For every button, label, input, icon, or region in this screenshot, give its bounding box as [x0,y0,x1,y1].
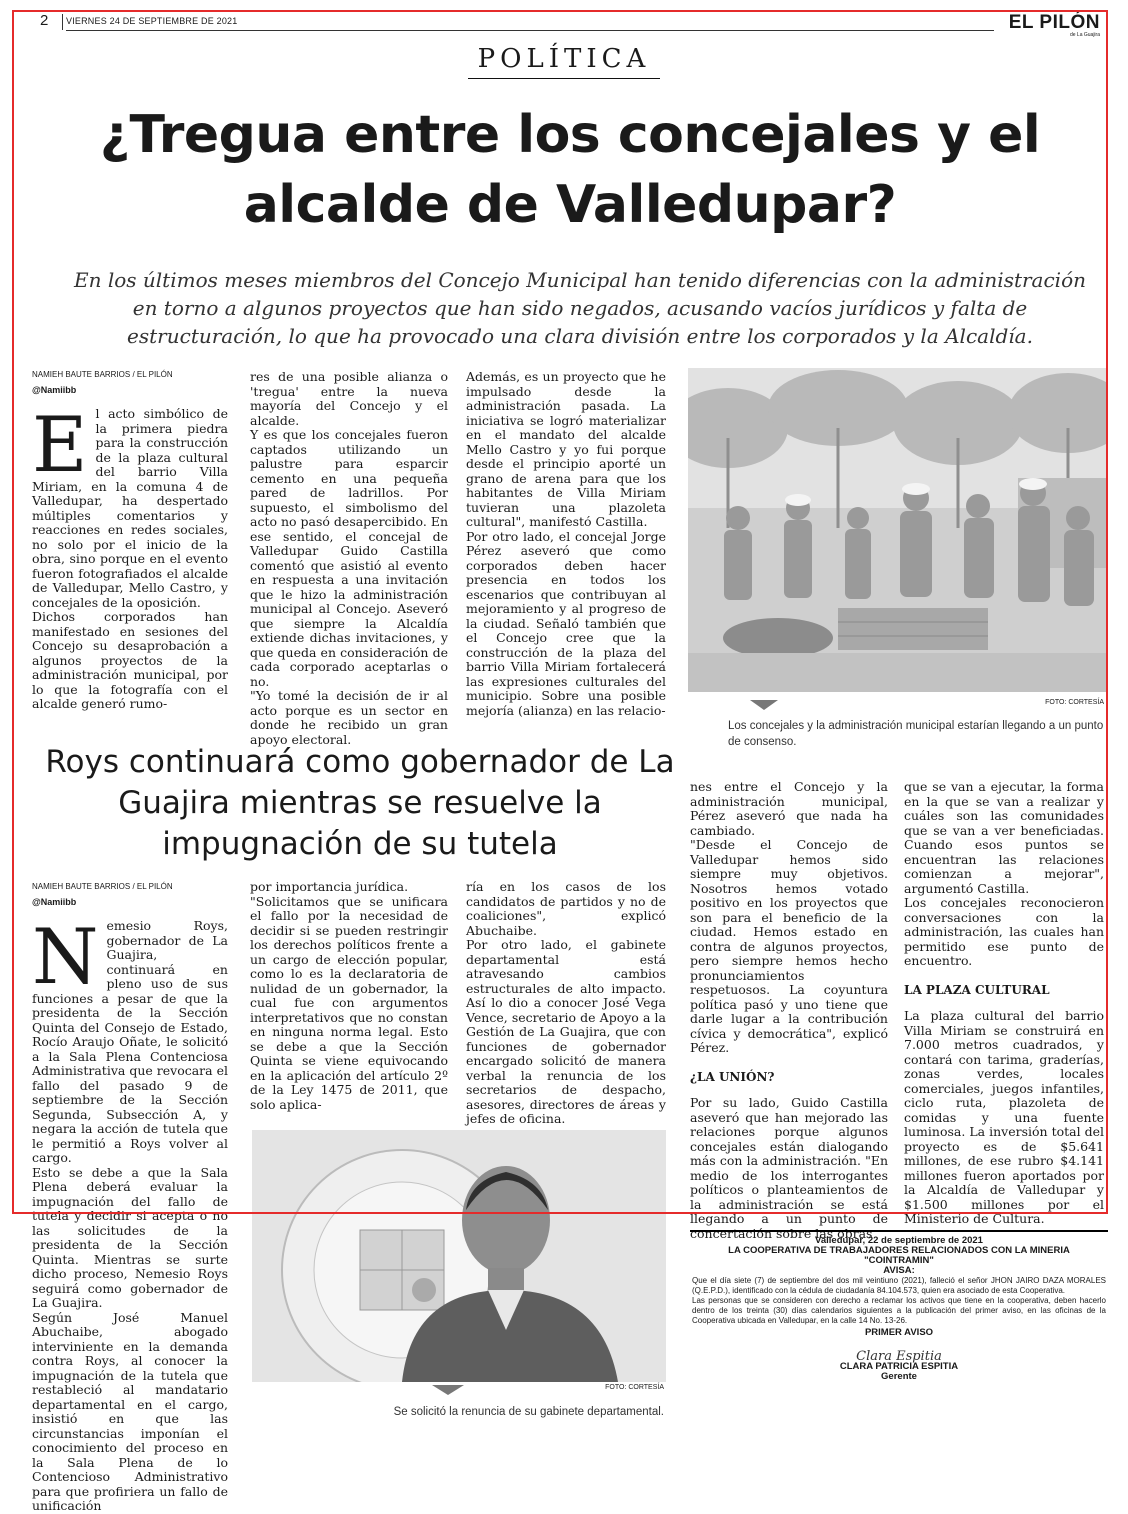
notice-date: Valledupar, 22 de septiembre de 2021 [815,1235,983,1246]
notice-title: AVISA: [883,1265,915,1276]
body-text: Por otro lado, el gabinete departamental está atravesando cambios estructurales de alto impacto. Así lo dio a conocer José Vega Vence, secretario de Apoyo a la Gestión de La Guajira, que con funciones de gobernador encargado solicitó de manera verbal la renuncia de los secretarios de despacho, asesores, directores de áreas y jefes de oficina. [466,937,666,1126]
notice-org: LA COOPERATIVA DE TRABAJADORES RELACIONADOS CON LA MINERIA [728,1245,1070,1256]
body-text: Por su lado, Guido Castilla aseveró que han mejorado las relaciones porque algunos concejales están dialogando más con la administración. "En medio de los interrogantes políticos o planteamientos de la administración se está llegando a un punto de concertación sobre las obras [690,1095,888,1241]
body-text: Y es que los concejales fueron captados utilizando un palustre para esparcir cemento en una pequeña pared de ladrillos. Por supuesto, el simbolismo del acto no pasó desapercibido. En ese sentido, el concejal de Valledupar Guido Castilla comentó que asistió al evento en respuesta a una invitación que le hizo la administración municipal al Concejo. Aseveró que siempre la Alcaldía extiende dichas invitaciones, y que queda en consideración de cada corporado aceptarlas o no. [250,427,448,689]
section-title: POLÍTICA [0,44,1128,79]
newspaper-logo: EL PILÓN [1008,12,1100,33]
subheading: LA PLAZA CULTURAL [904,982,1050,997]
photo-caption: Se solicitó la renuncia de su gabinete departamental. [393,1406,664,1418]
body-text: "Desde el Concejo de Valledupar hemos sido siempre muy objetivos. Nosotros hemos votado positivo en los proyectos que son para el beneficio de la ciudad. Hemos estado en contra de algunos proyectos, pero siempre hemos hecho pronunciamientos respetuosos. La coyuntura política pasó y uno tiene que darle lugar a la contribución cívica y democrática", explicó Pérez. [690,837,888,1055]
body-text: Por otro lado, el concejal Jorge Pérez aseveró que como corporados deben hacer presencia en todos los escenarios que contribuyan al mejoramiento y al progreso de la ciudad. Señaló también que el Concejo cree que la construcción de la plaza del barrio Villa Miriam fortalecerá las expresiones culturales del municipio. Sobre una posible mejoría (alianza) en las relacio- [466,528,666,718]
notice-body: Que el día siete (7) de septiembre del dos mil veintiuno (2021), falleció el señor JHON JAIRO DAZA MORALES (Q.E.P.D.), identificado con la cédula de ciudadanía 84.104.573, quien era asociado de esta Cooperativa. [692,1276,1106,1295]
construction-scene-image [688,368,1106,692]
main-headline: ¿Tregua entre los concejales y el alcalde de Valledupar? [99,105,1041,235]
notice-acronym: "COINTRAMIN" [864,1255,934,1266]
notice-body: Las personas que se consideren con derecho a reclamar los activos que tiene en la cooperativa, deben hacerlo dentro de los treinta (30) días calendarios siguientes a la publicación del primer aviso, en las oficinas de la Cooperativa ubicada en Valledupar, en la calle 14 No. 13-26. [692,1296,1106,1325]
body-text: res de una posible alianza o 'tregua' entre la nueva mayoría del Concejo y el alcalde. [250,369,448,428]
article1-column-3 [466,370,666,718]
body-text: La plaza cultural del barrio Villa Miriam se construirá en 7.000 metros cuadrados, y contará con tarima, graderías, zonas verdes, locales comerciales, juegos infantiles, ciclo ruta, plazoleta de comidas y una fuente luminosa. La inversión total del proyecto es de $5.641 millones, de ese rubro $4.141 millones fueron aportados por la Alcaldía de Valledupar y $1.500 millones por el Ministerio de Cultura. [904,1008,1104,1226]
byline: NAMIEH BAUTE BARRIOS / EL PILÓN [32,370,173,379]
body-text: por importancia jurídica. [250,879,409,894]
article2-column-2 [250,880,448,1112]
body-text: "Yo tomé la decisión de ir al acto porque es un sector en donde he recibido un gran apoyo electoral. [250,688,448,747]
page-header [34,12,1104,38]
header-divider [62,14,63,30]
author-handle: @Namiibb [32,384,77,395]
article1-column-5 [904,780,1104,1227]
handwritten-signature: Clara Espitia [856,1349,942,1364]
header-rule [66,30,994,31]
governor-portrait-image [252,1130,666,1382]
body-text: Según José Manuel Abuchaibe, abogado interviniente en la demanda contra Roys, al conocer la impugnación de la tutela que restableció al mandatario departamental en el cargo, insistió en que las circunstancias imponían el conocimiento del proceso en la Sala Plena de lo Contencioso Administrativo para que profiriera un fallo de unificación [32,1309,228,1513]
body-text: Dichos corporados han manifestado en sesiones del Concejo su desaprobación a algunos proyectos de la administración municipal, por lo que la fotografía con el alcalde generó rumo- [32,609,228,711]
drop-cap: E [32,400,88,489]
body-text: nes entre el Concejo y la administración municipal, Pérez aseveró que nada ha cambiado. [690,779,888,838]
article1-column-4 [690,780,888,1241]
legal-notice [690,1230,1108,1422]
notice-first: PRIMER AVISO [864,1327,934,1338]
subheading: ¿LA UNIÓN? [690,1069,775,1084]
body-text: Además, es un proyecto que he impulsado desde la administración pasada. La iniciativa se logró materializar en el mandato del alcalde Mello Castro y yo fui porque desde el principio aporté un grano de arena para que los habitantes de Villa Miriam tuvieran una plazoleta cultural", manifestó Castilla. [466,369,666,529]
body-text: ría en los casos de los candidatos de partidos y no de coaliciones", explicó Abuchaibe. [466,879,666,938]
article1-photo [688,368,1106,692]
article2-photo [252,1130,666,1382]
body-text: l acto simbólico de la primera piedra para la construcción de la plaza cultural del barrio Villa Miriam, en la comuna 4 de Valledupar, ha despertado múltiples comentarios y reacciones en redes sociales, no solo por el inicio de la obra, sino porque en el evento fueron fotografiados el alcalde de Valledupar, Mello Castro, y concejales de la oposición. [32,406,228,610]
author-handle: @Namiibb [32,896,77,907]
article2-column-1 [32,880,228,1514]
page-number: 2 [40,12,49,29]
article1-column-1 [32,368,228,712]
body-text: "Solicitamos que se unificara el fallo por la necesidad de decidir si se pueden restringir los derechos políticos frente a un cargo de elección popular, como lo es la declaratoria de nulidad de un gobernador, la cual fue con argumentos interpretativos que no constan en ninguna norma legal. Esto se debe a que la Sección Quinta se viene equivocando en la aplicación del artículo 2º de la Ley 1475 de 2011, que solo aplica- [250,893,448,1112]
body-text: que se van a ejecutar, la forma en la que se van a realizar y cuáles son las comunidades que se van a ver beneficiadas. Cuando esos puntos se encuentran las relaciones comienzan a mejorar", argumentó Castilla. [904,779,1104,896]
photo-credit: FOTO: CORTESÍA [1045,699,1104,706]
body-text: emesio Roys, gobernador de La Guajira, continuará en pleno uso de sus funciones a pesar de que la presidenta de la Sección Quinta del Consejo de Estado, Rocío Araujo Oñate, le solicitó a la Sala Plena Contenciosa Administrativa que revocara el fallo del pasado 9 de septiembre de la Sección Segunda, Subsección A, y negara la acción de tutela que le permitió a Roys volver al cargo. [32,918,228,1165]
body-text: Los concejales reconocieron conversaciones con la administración, las cuales han permitido ese punto de encuentro. [904,895,1104,968]
issue-date: VIERNES 24 DE SEPTIEMBRE DE 2021 [66,16,238,26]
article2-column-3 [466,880,666,1127]
newspaper-logo-sub: de La Guajira [1069,32,1100,38]
standfirst: En los últimos meses miembros del Concejo Municipal han tenido diferencias con la administración en torno a algunos proyectos que han sido negados, acusando vacíos jurídicos y falta de estructuración, lo que ha provocado una clara división entre los corporados y la Alcaldía. [74,268,1086,348]
byline: NAMIEH BAUTE BARRIOS / EL PILÓN [32,882,173,891]
notice-role: Gerente [881,1371,917,1382]
drop-cap: N [32,912,99,1001]
photo-credit: FOTO: CORTESÍA [605,1384,664,1391]
notice-signer: CLARA PATRICIA ESPITIA [839,1361,959,1372]
secondary-headline: Roys continuará como gobernador de La Guajira mientras se resuelve la impugnación de su tutela [45,744,675,862]
photo-caption: Los concejales y la administración municipal estarían llegando a un punto de consenso. [728,720,1104,748]
body-text: Esto se debe a que la Sala Plena deberá evaluar la impugnación del fallo de tutela y decidir si acepta o no las solicitudes de la presidenta de la Sección Quinta. Mientras se surte dicho proceso, Nemesio Roys seguirá como gobernador de La Guajira. [32,1164,228,1310]
article1-column-2 [250,370,448,747]
